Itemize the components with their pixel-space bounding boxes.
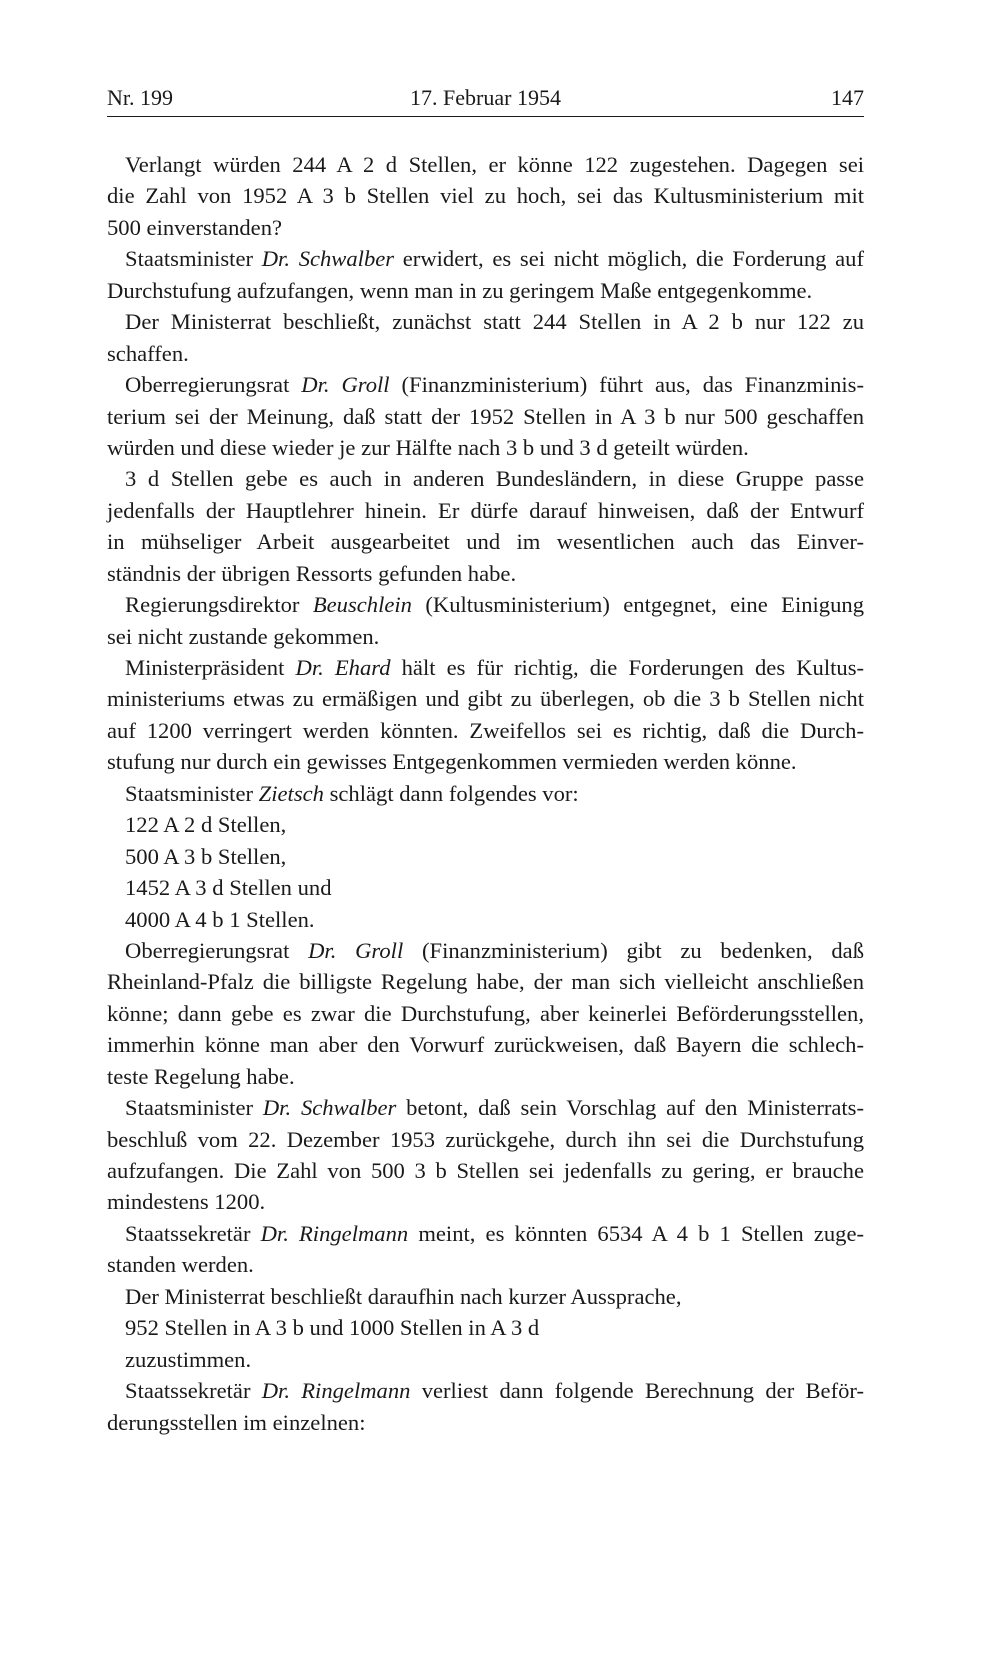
text-line: 3 d Stellen gebe es auch in anderen Bundesländern, in diese Gruppe passe [125, 466, 864, 492]
session-date: 17. Februar 1954 [410, 85, 561, 110]
text-line: derungsstellen im einzelnen: [107, 1409, 366, 1435]
body-text [107, 149, 864, 1438]
header-rule [107, 116, 864, 117]
text-line: stufung nur durch ein gewisses Entgegenkommen vermieden werden könne. [107, 749, 797, 775]
text-line: Staatssekretär Dr. Ringelmann verliest dann folgende Berechnung der Beför- [125, 1378, 864, 1404]
text-line: Staatsminister Dr. Schwalber erwidert, es sei nicht möglich, die Forderung auf [125, 246, 864, 272]
text-line: Verlangt würden 244 A 2 d Stellen, er könne 122 zugestehen. Dagegen sei [125, 152, 864, 177]
text-line: Rheinland-Pfalz die billigste Regelung habe, der man sich vielleicht anschließen [107, 969, 864, 995]
text-line: Staatsminister Dr. Schwalber betont, daß sein Vorschlag auf den Ministerrats- [125, 1095, 864, 1121]
list-item: 4000 A 4 b 1 Stellen. [125, 906, 315, 932]
text-line: Ministerpräsident Dr. Ehard hält es für richtig, die Forderungen des Kultus- [125, 655, 865, 680]
text-line: teste Regelung habe. [107, 1063, 295, 1089]
text-line: 952 Stellen in A 3 b und 1000 Stellen in A 3 d [125, 1315, 540, 1341]
text-line: Staatssekretär Dr. Ringelmann meint, es könnten 6534 A 4 b 1 Stellen zuge- [125, 1220, 865, 1246]
text-line: Oberregierungsrat Dr. Groll (Finanzministerium) gibt zu bedenken, daß [125, 937, 864, 963]
text-line: Durchstufung aufzufangen, wenn man in zu geringem Maße entgegenkomme. [107, 277, 813, 303]
text-line: die Zahl von 1952 A 3 b Stellen viel zu hoch, sei das Kultusministerium mit [107, 183, 864, 209]
text-line: 500 einverstanden? [107, 214, 283, 240]
text-line: terium sei der Meinung, daß statt der 1952 Stellen in A 3 b nur 500 geschaffen [107, 403, 864, 429]
text-line: sei nicht zustande gekommen. [107, 623, 380, 649]
text-line: beschluß vom 22. Dezember 1953 zurückgehe, durch ihn sei die Durchstufung [107, 1126, 864, 1152]
text-line: Staatsminister Zietsch schlägt dann folgendes vor: [125, 780, 579, 806]
text-line: Regierungsdirektor Beuschlein (Kultusministerium) entgegnet, eine Einigung [125, 592, 864, 618]
document-number: Nr. 199 [107, 85, 173, 110]
text-line: Der Ministerrat beschließt, zunächst statt 244 Stellen in A 2 b nur 122 zu [125, 309, 864, 335]
list-item: 122 A 2 d Stellen, [125, 812, 287, 838]
text-line: Der Ministerrat beschließt daraufhin nach kurzer Aussprache, [125, 1283, 682, 1309]
list-item: 1452 A 3 d Stellen und [125, 875, 332, 901]
text-line: mindestens 1200. [107, 1189, 266, 1215]
text-line: immerhin könne man aber den Vorwurf zurückweisen, daß Bayern die schlech- [107, 1032, 864, 1058]
text-line: aufzufangen. Die Zahl von 500 3 b Stellen sei jedenfalls zu gering, er brauche [107, 1158, 864, 1183]
text-line: in mühseliger Arbeit ausgearbeitet und im wesentlichen auch das Einver- [107, 529, 864, 555]
text-line: standen werden. [107, 1252, 254, 1278]
text-line: könne; dann gebe es zwar die Durchstufung, aber keinerlei Beförderungsstellen, [107, 1000, 864, 1026]
text-line: zuzustimmen. [125, 1346, 252, 1372]
page-number: 147 [831, 85, 864, 110]
text-line: würden und diese wieder je zur Hälfte nach 3 b und 3 d geteilt würden. [107, 434, 749, 460]
text-line: Oberregierungsrat Dr. Groll (Finanzministerium) führt aus, das Finanzminis- [125, 372, 864, 398]
text-line: auf 1200 verringert werden könnten. Zweifellos sei es richtig, daß die Durch- [107, 717, 864, 743]
text-line: schaffen. [107, 340, 189, 366]
text-line: jedenfalls der Hauptlehrer hinein. Er dürfe darauf hinweisen, daß der Entwurf [107, 497, 864, 523]
running-head [107, 84, 864, 112]
text-line: ministeriums etwas zu ermäßigen und gibt zu überlegen, ob die 3 b Stellen nicht [107, 686, 864, 712]
list-item: 500 A 3 b Stellen, [125, 843, 287, 869]
text-line: ständnis der übrigen Ressorts gefunden habe. [107, 560, 517, 586]
